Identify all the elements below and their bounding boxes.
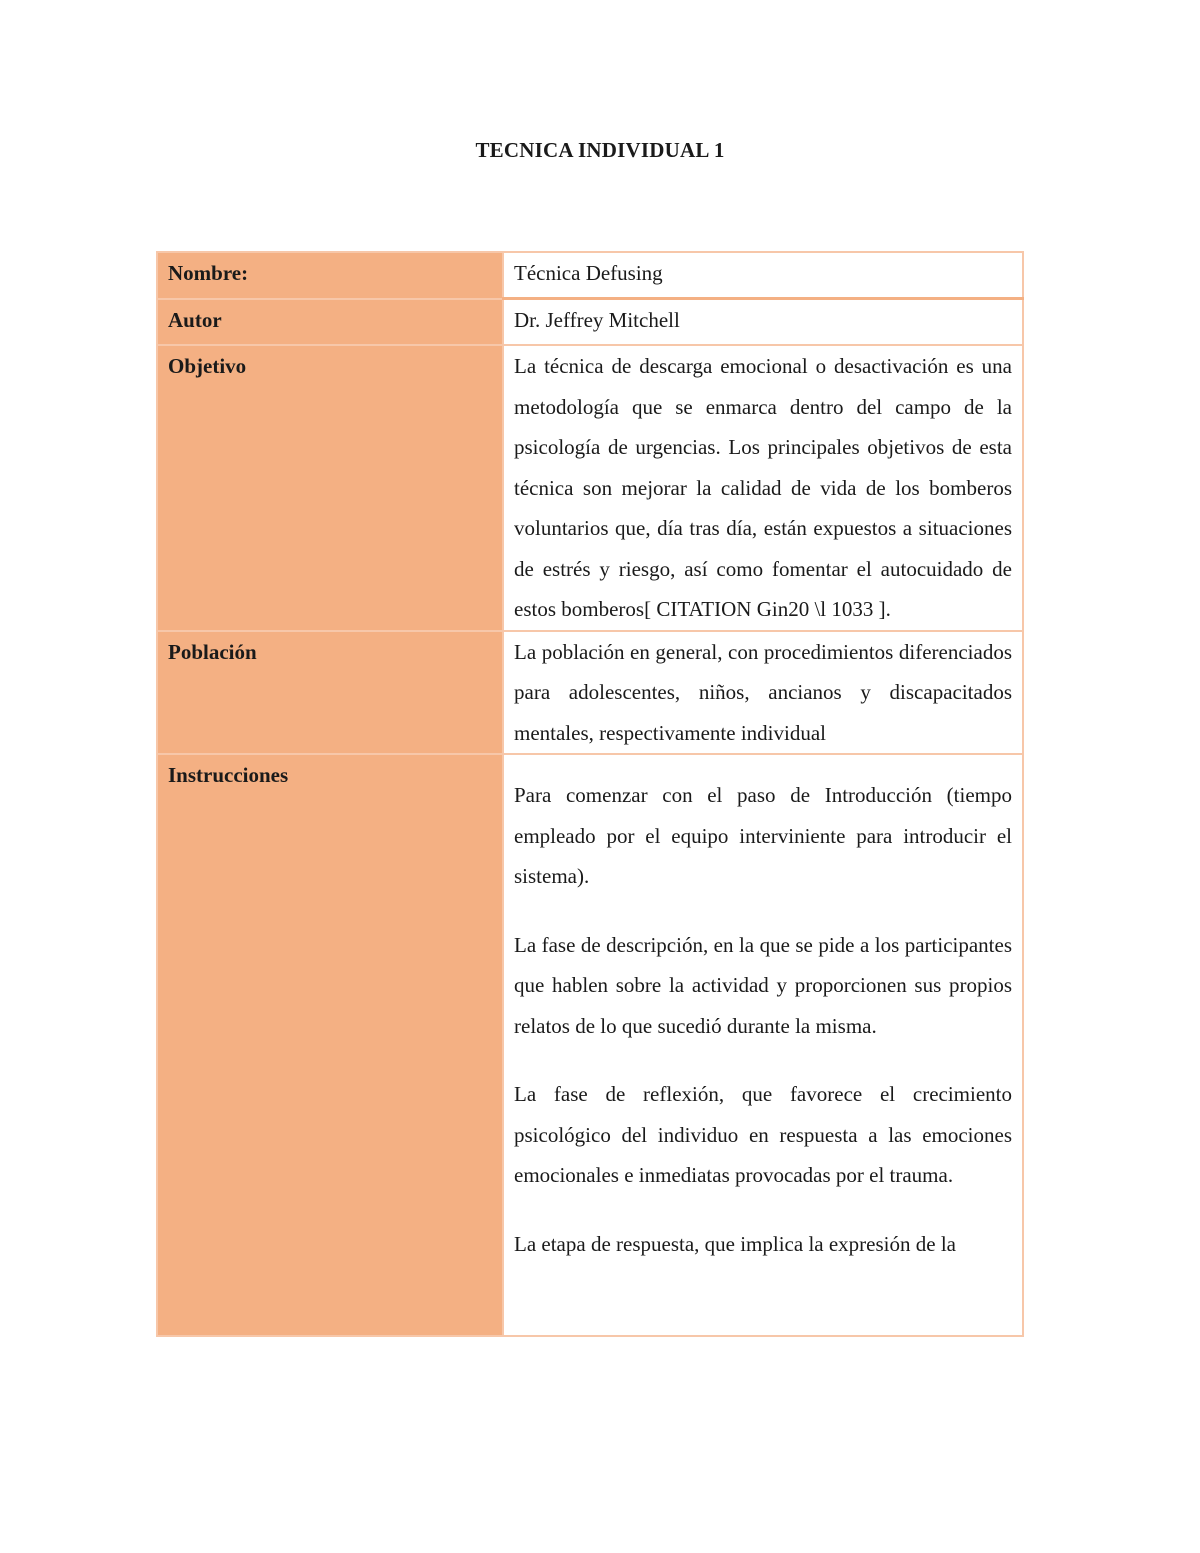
table-row-instrucciones (157, 754, 1023, 1336)
technique-table (156, 251, 1024, 1337)
value-poblacion: La población en general, con procedimientos diferenciados para adolescentes, niños, ancianos y discapacitados mentales, respectivamente individual (503, 631, 1023, 755)
instruction-paragraph: La etapa de respuesta, que implica la expresión de la (514, 1231, 956, 1256)
instruction-paragraph: La fase de descripción, en la que se pide a los participantes que hablen sobre la actividad y proporcionen sus propios relatos de lo que sucedió durante la misma. (514, 932, 1012, 1038)
label-nombre: Nombre: (157, 252, 503, 299)
value-nombre: Técnica Defusing (503, 252, 1023, 299)
table-row-nombre (157, 252, 1023, 299)
instruction-paragraph: La fase de reflexión, que favorece el crecimiento psicológico del individuo en respuesta a las emociones emocionales e inmediatas provocadas por el trauma. (514, 1082, 1012, 1187)
instruction-paragraph: Para comenzar con el paso de Introducción (tiempo empleado por el equipo interviniente para introducir el sistema). (514, 783, 1012, 888)
table-row-autor (157, 299, 1023, 346)
value-autor: Dr. Jeffrey Mitchell (503, 299, 1023, 346)
label-autor: Autor (157, 299, 503, 346)
value-objetivo: La técnica de descarga emocional o desactivación es una metodología que se enmarca dentro del campo de la psicología de urgencias. Los principales objetivos de esta técnica son mejorar la calidad de vida de los bomberos voluntarios que, día tras día, están expuestos a situaciones de estrés y riesgo, así como fomentar el autocuidado de estos bomberos[ CITATION Gin20 \l 1033 ]. (503, 345, 1023, 631)
document-title: TECNICA INDIVIDUAL 1 (475, 138, 725, 162)
value-instrucciones (503, 754, 1023, 1336)
table-row-poblacion (157, 631, 1023, 755)
table-row-objetivo (157, 345, 1023, 631)
label-instrucciones: Instrucciones (157, 754, 503, 1336)
label-objetivo: Objetivo (157, 345, 503, 631)
label-poblacion: Población (157, 631, 503, 755)
